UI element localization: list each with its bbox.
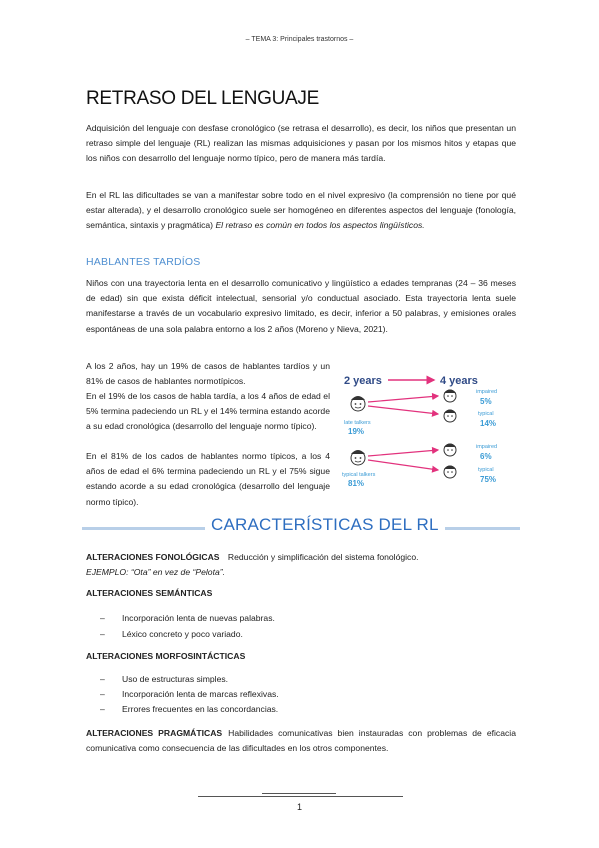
impaired-percent-2: 6% [480,452,492,461]
impaired-face-icon-1 [444,390,456,403]
late-talkers-paragraph: Niños con una trayectoria lenta en el desarrollo comunicativo y lingüístico a edades tempranas (24 – 36 meses de edad) sin que exista déficit intelectual, sensorial y/o conductual asociado. Esta trayectoria lenta suele manifestarse a través de un vocabulario expresivo limitado, es decir, inferior a 50 palabras, y emisiones orales espontáneas de una sola palabra entorno a los 2 años (Moreno y Nieva, 2021). [86,278,516,334]
arrow-typical-to-impaired [368,450,438,456]
arrow-late-to-typical [368,406,438,414]
pragmatic-heading: ALTERACIONES PRAGMÁTICAS [86,728,223,738]
section-heading-late-talkers: HABLANTES TARDÍOS [86,256,201,268]
section-heading-characteristics: CARACTERÍSTICAS DEL RL [205,515,445,535]
intro-paragraph-2 [86,188,516,234]
typical-label-2: typical [478,467,494,473]
typical-talker-face-icon [351,450,365,465]
impaired-label-2: impaired [476,444,498,450]
pragmatic-description: Habilidades comunicativas bien instauradas con problemas de eficacia comunicativa como consecuencia de las dificultades en los otros componentes. [86,728,516,754]
page-title: RETRASO DEL LENGUAJE [86,88,319,109]
late-talkers-stat-3: En el 81% de los cados de hablantes normo típicos, a los 4 años de edad el 6% termina padeciendo un RL y el 75% sigue estando acorde a su edad cronológica (desarrollo del lenguaje normo típico). [86,451,330,507]
footer-rule-short [262,793,336,794]
arrow-late-to-impaired [368,396,438,402]
late-talker-face-icon [351,396,365,411]
impaired-percent-1: 5% [480,397,492,406]
typical-talkers-label: typical talkers [342,472,376,478]
list-item-text: Léxico concreto y poco variado. [122,629,243,639]
morphosyntactic-heading: ALTERACIONES MORFOSINTÁCTICAS [86,651,246,661]
list-item-text: Errores frecuentes en las concordancias. [122,704,279,714]
arrow-typical-to-typical [368,460,438,470]
late-talkers-label: late talkers [344,420,371,426]
footer-rule [198,796,403,797]
typical-label-1: typical [478,411,494,417]
bullet-dash: – [100,689,105,699]
semantic-heading: ALTERACIONES SEMÁNTICAS [86,588,213,598]
running-header: – TEMA 3: Principales trastornos – [245,36,354,43]
phonological-example: EJEMPLO: “Ota” en vez de “Pelota”. [86,567,225,577]
impaired-face-icon-2 [444,444,456,457]
bullet-dash: – [100,629,105,639]
impaired-label-1: impaired [476,389,498,395]
typical-percent-2: 75% [480,475,497,484]
page-number: 1 [296,802,302,812]
late-talkers-percent: 19% [348,427,365,436]
late-talkers-stat-1: A los 2 años, hay un 19% de casos de hablantes tardíos y un 81% de casos de hablantes normotípicos. [86,361,330,387]
age-label-right: 4 years [440,375,478,387]
intro-paragraph-2-text: En el RL las dificultades se van a manifestar sobre todo en el nivel expresivo (la comprensión no tiene por qué estar alterada), y el desarrollo cronológico suele ser homogéneo en diferentes aspectos del lenguaje (fonología, semántica, sintaxis y pragmática) [86,190,516,231]
age-label-left: 2 years [344,375,382,387]
typical-face-icon-2 [444,466,456,479]
bullet-dash: – [100,704,105,714]
pragmatic-paragraph [86,726,516,756]
list-item-text: Incorporación lenta de nuevas palabras. [122,613,275,623]
late-talkers-figure [340,366,516,494]
typical-talkers-percent: 81% [348,479,365,488]
list-item-text: Incorporación lenta de marcas reflexivas. [122,689,279,699]
list-item-text: Uso de estructuras simples. [122,674,229,684]
late-talkers-stat-2: En el 19% de los casos de habla tardía, a los 4 años de edad el 5% termina padeciendo un RL y el 14% termina estando acorde a su edad cronológica (desarrollo del lenguaje normo típico). [86,391,330,432]
phonological-heading-label: ALTERACIONES FONOLÓGICAS [86,552,220,562]
bullet-dash: – [100,613,105,623]
typical-percent-1: 14% [480,419,497,428]
typical-face-icon-1 [444,410,456,423]
intro-paragraph-2-italic: El retraso es común en todos los aspectos lingüísticos. [215,220,425,231]
intro-paragraph-1: Adquisición del lenguaje con desfase cronológico (se retrasa el desarrollo), es decir, los niños que presentan un retraso simple del lenguaje (RL) realizan las mismas adquisiciones y pasan por los mismos hitos y etapas que los niños con desarrollo del lenguaje normo típico, pero de manera más tardía. [86,123,516,164]
phonological-description: Reducción y simplificación del sistema fonológico. [227,552,419,562]
phonological-heading [86,552,419,562]
bullet-dash: – [100,674,105,684]
